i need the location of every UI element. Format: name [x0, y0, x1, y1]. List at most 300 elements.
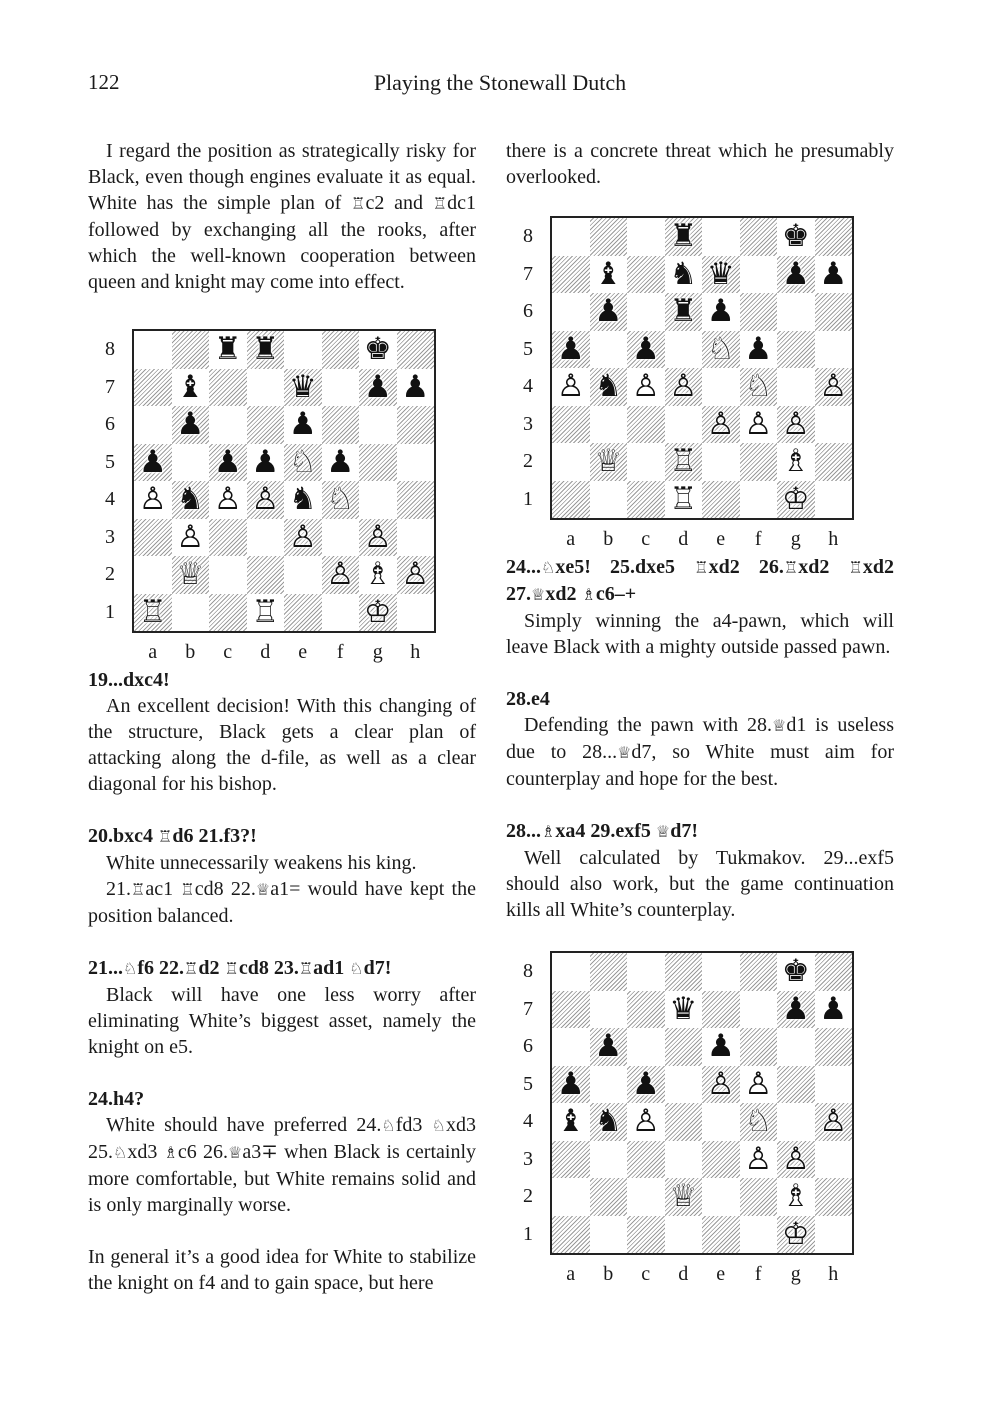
square-b1	[172, 594, 210, 632]
square-f3	[322, 519, 360, 557]
chess-piece-icon: ♜	[669, 293, 698, 330]
move-heading: 21...♘f6 22.♖d2 ♖cd8 23.♖ad1 ♘d7!	[88, 957, 392, 979]
chess-piece-icon: ♜	[251, 331, 280, 368]
square-c4	[627, 1103, 665, 1141]
square-d3	[247, 519, 285, 557]
square-c1	[627, 481, 665, 519]
chess-board	[132, 329, 436, 633]
square-f1	[740, 1216, 778, 1254]
square-b4	[590, 1103, 628, 1141]
square-h5	[397, 444, 435, 482]
square-d2	[665, 443, 703, 481]
chess-board	[550, 951, 854, 1255]
chess-piece-icon: ♛	[706, 255, 735, 292]
square-a3	[134, 519, 172, 557]
square-g3	[359, 519, 397, 557]
square-h3	[815, 1141, 853, 1179]
square-e4	[284, 481, 322, 519]
square-a6	[552, 1028, 590, 1066]
chess-piece-icon: ♞	[669, 255, 698, 292]
square-b3	[172, 519, 210, 557]
paragraph: there is a concrete threat which he presumably overlooked.	[506, 140, 894, 188]
move-heading: 19...dxc4!	[88, 669, 170, 691]
square-g7	[359, 369, 397, 407]
square-g5	[777, 1066, 815, 1104]
square-e6	[702, 293, 740, 331]
square-c2	[627, 1178, 665, 1216]
rank-label: 7	[105, 375, 115, 398]
square-g2	[359, 556, 397, 594]
rank-label: 6	[105, 413, 115, 435]
file-label: e	[716, 528, 726, 550]
square-d7	[247, 369, 285, 407]
chess-piece-icon: ♖	[251, 593, 280, 630]
chess-piece-icon: ♘	[326, 481, 355, 518]
square-f8	[740, 953, 778, 991]
chess-piece-icon: ♘	[288, 443, 317, 480]
chess-piece-icon: ♜	[669, 218, 698, 255]
square-b4	[590, 368, 628, 406]
file-label: b	[603, 1263, 614, 1285]
square-f7	[740, 256, 778, 294]
square-h6	[397, 406, 435, 444]
square-b4	[172, 481, 210, 519]
chess-piece-icon: ♚	[363, 331, 392, 368]
square-c7	[627, 991, 665, 1029]
rank-label: 5	[523, 1072, 533, 1095]
square-h4	[815, 1103, 853, 1141]
square-h7	[815, 991, 853, 1029]
square-b6	[590, 1028, 628, 1066]
chess-piece-icon: ♟	[594, 293, 623, 330]
chess-piece-icon: ♙	[213, 481, 242, 518]
square-a7	[552, 991, 590, 1029]
chess-piece-icon: ♟	[213, 443, 242, 480]
file-label: e	[716, 1263, 726, 1285]
square-c8	[627, 953, 665, 991]
chess-piece-icon: ♗	[781, 443, 810, 480]
paragraph: White should have preferred 24.♘fd3 ♘xd3 25.♘xd3 ♗c6 26.♕a3∓ when Black is certainly more comfortable, but White remains solid and is only marginally worse.	[88, 1114, 476, 1216]
chess-piece-icon: ♟	[631, 330, 660, 367]
square-c8	[209, 331, 247, 369]
chess-piece-icon: ♙	[669, 368, 698, 405]
rank-label: 3	[105, 525, 115, 548]
square-g5	[359, 444, 397, 482]
square-d7	[665, 256, 703, 294]
square-a5	[134, 444, 172, 482]
file-label: f	[754, 1263, 762, 1285]
square-g4	[777, 368, 815, 406]
square-f3	[740, 406, 778, 444]
square-f3	[740, 1141, 778, 1179]
square-b5	[172, 444, 210, 482]
square-h3	[397, 519, 435, 557]
rank-label: 4	[523, 1110, 533, 1132]
chess-piece-icon: ♝	[176, 368, 205, 405]
chess-piece-icon: ♙	[401, 556, 430, 593]
square-e3	[284, 519, 322, 557]
square-e4	[702, 368, 740, 406]
move-heading: 28.e4	[506, 688, 550, 710]
move-heading: 28...♗xa4 29.exf5 ♕d7!	[506, 820, 699, 842]
square-c7	[209, 369, 247, 407]
chess-piece-icon: ♜	[213, 331, 242, 368]
square-d7	[665, 991, 703, 1029]
square-a6	[552, 293, 590, 331]
chess-piece-icon: ♟	[819, 990, 848, 1027]
rank-label: 1	[523, 1222, 533, 1245]
chess-piece-icon: ♙	[819, 368, 848, 405]
chess-piece-icon: ♟	[401, 368, 430, 405]
file-label: d	[678, 528, 689, 550]
square-g6	[777, 293, 815, 331]
file-label: h	[828, 1263, 839, 1285]
square-h1	[815, 481, 853, 519]
square-c2	[627, 443, 665, 481]
square-e8	[284, 331, 322, 369]
square-f2	[740, 443, 778, 481]
square-d3	[665, 1141, 703, 1179]
chess-piece-icon: ♙	[251, 481, 280, 518]
chess-diagram-1	[98, 329, 476, 667]
square-f6	[740, 1028, 778, 1066]
square-c8	[627, 218, 665, 256]
square-a3	[552, 1141, 590, 1179]
chess-piece-icon: ♟	[556, 1065, 585, 1102]
chess-piece-icon: ♟	[781, 990, 810, 1027]
square-g7	[777, 256, 815, 294]
square-g8	[777, 953, 815, 991]
chess-piece-icon: ♟	[326, 443, 355, 480]
chess-piece-icon: ♙	[363, 518, 392, 555]
file-labels	[552, 526, 852, 552]
square-g2	[777, 1178, 815, 1216]
square-h2	[397, 556, 435, 594]
chess-piece-icon: ♙	[744, 405, 773, 442]
square-g4	[777, 1103, 815, 1141]
square-b7	[172, 369, 210, 407]
chess-piece-icon: ♔	[781, 480, 810, 517]
square-h1	[397, 594, 435, 632]
paragraph: Simply winning the a4-pawn, which will leave Black with a mighty outside passed pawn.	[506, 610, 894, 658]
chess-piece-icon: ♙	[176, 518, 205, 555]
square-h2	[815, 1178, 853, 1216]
file-label: e	[298, 641, 308, 663]
chess-piece-icon: ♟	[819, 255, 848, 292]
square-c3	[627, 1141, 665, 1179]
chess-piece-icon: ♖	[669, 480, 698, 517]
square-f6	[322, 406, 360, 444]
square-c5	[627, 331, 665, 369]
file-label: b	[185, 641, 196, 663]
square-d8	[665, 218, 703, 256]
square-f1	[740, 481, 778, 519]
square-f5	[740, 1066, 778, 1104]
square-g8	[777, 218, 815, 256]
square-c1	[209, 594, 247, 632]
chess-piece-icon: ♔	[781, 1215, 810, 1252]
chess-piece-icon: ♟	[744, 330, 773, 367]
rank-labels	[516, 953, 540, 1253]
chess-piece-icon: ♕	[176, 556, 205, 593]
square-g5	[777, 331, 815, 369]
chess-piece-icon: ♞	[288, 481, 317, 518]
square-b5	[590, 1066, 628, 1104]
paragraph: In general it’s a good idea for White to stabilize the knight on f4 and to gain space, but here	[88, 1246, 476, 1294]
chess-piece-icon: ♙	[706, 1065, 735, 1102]
square-c3	[209, 519, 247, 557]
rank-label: 5	[105, 450, 115, 473]
square-c4	[209, 481, 247, 519]
chess-piece-icon: ♟	[251, 443, 280, 480]
file-label: c	[641, 528, 651, 550]
paragraph: I regard the position as strategically risky for Black, even though engines evaluate it as equal. White has the simple plan of ♖c2 and ♖dc1 followed by exchanging all the rooks, after which the well-known cooperation between queen and knight may come into effect.	[88, 140, 476, 293]
file-label: c	[223, 641, 233, 663]
chess-piece-icon: ♕	[669, 1178, 698, 1215]
square-f4	[322, 481, 360, 519]
square-b2	[172, 556, 210, 594]
square-d6	[665, 1028, 703, 1066]
square-e5	[702, 331, 740, 369]
square-d4	[247, 481, 285, 519]
square-g3	[777, 1141, 815, 1179]
square-e1	[702, 1216, 740, 1254]
rank-labels	[516, 218, 540, 518]
chess-piece-icon: ♟	[706, 1028, 735, 1065]
square-h8	[815, 218, 853, 256]
square-b6	[172, 406, 210, 444]
square-b1	[590, 481, 628, 519]
rank-label: 3	[523, 412, 533, 435]
square-c3	[627, 406, 665, 444]
chess-piece-icon: ♘	[706, 330, 735, 367]
square-b5	[590, 331, 628, 369]
square-e2	[702, 1178, 740, 1216]
square-f8	[322, 331, 360, 369]
chess-piece-icon: ♟	[706, 293, 735, 330]
file-label: a	[566, 1263, 576, 1285]
square-b8	[590, 953, 628, 991]
square-e3	[702, 406, 740, 444]
square-b3	[590, 1141, 628, 1179]
rank-label: 1	[523, 487, 533, 510]
square-c7	[627, 256, 665, 294]
square-d5	[247, 444, 285, 482]
square-c1	[627, 1216, 665, 1254]
square-b2	[590, 1178, 628, 1216]
square-g1	[777, 1216, 815, 1254]
chess-piece-icon: ♟	[631, 1065, 660, 1102]
square-a1	[134, 594, 172, 632]
square-e2	[702, 443, 740, 481]
file-label: g	[372, 641, 383, 663]
square-g1	[359, 594, 397, 632]
chess-board	[550, 216, 854, 520]
chess-piece-icon: ♟	[594, 1028, 623, 1065]
move-heading: 24.h4?	[88, 1088, 145, 1110]
chess-piece-icon: ♝	[594, 255, 623, 292]
rank-label: 6	[523, 1035, 533, 1057]
square-e8	[702, 218, 740, 256]
square-f5	[740, 331, 778, 369]
square-b1	[590, 1216, 628, 1254]
square-f8	[740, 218, 778, 256]
paragraph: An excellent decision! With this changing of the structure, Black gets a clear plan of attacking along the d-file, as well as a clear diagonal for his bishop.	[88, 695, 476, 795]
square-d3	[665, 406, 703, 444]
chess-piece-icon: ♟	[176, 406, 205, 443]
square-g7	[777, 991, 815, 1029]
rank-label: 1	[105, 600, 115, 623]
rank-labels	[98, 331, 122, 631]
square-e6	[702, 1028, 740, 1066]
square-b6	[590, 293, 628, 331]
square-d5	[665, 1066, 703, 1104]
square-d8	[665, 953, 703, 991]
square-c5	[209, 444, 247, 482]
chess-piece-icon: ♙	[744, 1140, 773, 1177]
square-h2	[815, 443, 853, 481]
square-h4	[815, 368, 853, 406]
rank-label: 8	[523, 225, 533, 247]
square-a4	[134, 481, 172, 519]
chess-piece-icon: ♙	[631, 368, 660, 405]
chess-piece-icon: ♖	[669, 443, 698, 480]
square-e8	[702, 953, 740, 991]
square-d4	[665, 1103, 703, 1141]
square-g6	[777, 1028, 815, 1066]
chess-piece-icon: ♗	[363, 556, 392, 593]
chess-piece-icon: ♚	[781, 218, 810, 255]
rank-label: 2	[105, 563, 115, 585]
page-number: 122	[88, 70, 120, 94]
square-f2	[322, 556, 360, 594]
move-heading: 20.bxc4 ♖d6 21.f3?!	[88, 825, 257, 847]
square-b2	[590, 443, 628, 481]
square-g3	[777, 406, 815, 444]
chess-piece-icon: ♖	[138, 593, 167, 630]
rank-label: 5	[523, 337, 533, 360]
chess-piece-icon: ♞	[176, 481, 205, 518]
rank-label: 8	[105, 338, 115, 360]
paragraph: White unnecessarily weakens his king.	[106, 852, 417, 874]
square-a4	[552, 368, 590, 406]
chess-piece-icon: ♗	[781, 1178, 810, 1215]
square-d5	[665, 331, 703, 369]
chess-piece-icon: ♟	[138, 443, 167, 480]
file-label: c	[641, 1263, 651, 1285]
square-f2	[740, 1178, 778, 1216]
square-a3	[552, 406, 590, 444]
square-g2	[777, 443, 815, 481]
square-a2	[552, 1178, 590, 1216]
file-label: f	[754, 528, 762, 550]
square-h6	[815, 293, 853, 331]
square-d1	[247, 594, 285, 632]
chess-piece-icon: ♙	[781, 1140, 810, 1177]
square-h8	[397, 331, 435, 369]
square-a7	[552, 256, 590, 294]
rank-label: 7	[523, 262, 533, 285]
chess-piece-icon: ♙	[138, 481, 167, 518]
square-d1	[665, 481, 703, 519]
square-e7	[284, 369, 322, 407]
paragraph: 21.♖ac1 ♖cd8 22.♕a1= would have kept the position balanced.	[88, 878, 476, 927]
chess-diagram-3	[516, 951, 894, 1289]
file-label: h	[828, 528, 839, 550]
rank-label: 2	[523, 1185, 533, 1207]
file-label: d	[678, 1263, 689, 1285]
square-b7	[590, 256, 628, 294]
square-a4	[552, 1103, 590, 1141]
square-c6	[209, 406, 247, 444]
chess-piece-icon: ♕	[594, 443, 623, 480]
file-label: d	[260, 641, 271, 663]
square-c6	[627, 293, 665, 331]
rank-label: 4	[105, 488, 115, 510]
square-b8	[172, 331, 210, 369]
square-d6	[247, 406, 285, 444]
square-h7	[397, 369, 435, 407]
chess-diagram-2	[516, 216, 894, 554]
chess-piece-icon: ♙	[781, 405, 810, 442]
file-label: a	[148, 641, 158, 663]
square-a8	[134, 331, 172, 369]
paragraph: Well calculated by Tukmakov. 29...exf5 should also work, but the game continuation kills all White’s counterplay.	[506, 847, 894, 921]
square-c4	[627, 368, 665, 406]
rank-label: 2	[523, 450, 533, 472]
chess-piece-icon: ♛	[288, 368, 317, 405]
square-c2	[209, 556, 247, 594]
square-h5	[815, 1066, 853, 1104]
square-e2	[284, 556, 322, 594]
square-d2	[665, 1178, 703, 1216]
chess-piece-icon: ♙	[326, 556, 355, 593]
file-label: g	[790, 528, 801, 550]
rank-label: 6	[523, 300, 533, 322]
square-a5	[552, 1066, 590, 1104]
square-c6	[627, 1028, 665, 1066]
chess-piece-icon: ♙	[631, 1103, 660, 1140]
chess-piece-icon: ♞	[594, 1103, 623, 1140]
square-h5	[815, 331, 853, 369]
square-a2	[134, 556, 172, 594]
square-g8	[359, 331, 397, 369]
square-f1	[322, 594, 360, 632]
file-label: a	[566, 528, 576, 550]
square-b8	[590, 218, 628, 256]
square-e5	[284, 444, 322, 482]
square-d4	[665, 368, 703, 406]
square-a2	[552, 443, 590, 481]
square-e1	[702, 481, 740, 519]
square-g4	[359, 481, 397, 519]
chess-piece-icon: ♟	[556, 330, 585, 367]
square-d2	[247, 556, 285, 594]
square-h4	[397, 481, 435, 519]
square-a6	[134, 406, 172, 444]
square-e5	[702, 1066, 740, 1104]
square-c5	[627, 1066, 665, 1104]
square-g6	[359, 406, 397, 444]
chess-piece-icon: ♛	[669, 990, 698, 1027]
chess-piece-icon: ♘	[744, 368, 773, 405]
square-a1	[552, 1216, 590, 1254]
file-labels	[134, 639, 434, 665]
chess-piece-icon: ♙	[744, 1065, 773, 1102]
square-e3	[702, 1141, 740, 1179]
square-h6	[815, 1028, 853, 1066]
square-h1	[815, 1216, 853, 1254]
